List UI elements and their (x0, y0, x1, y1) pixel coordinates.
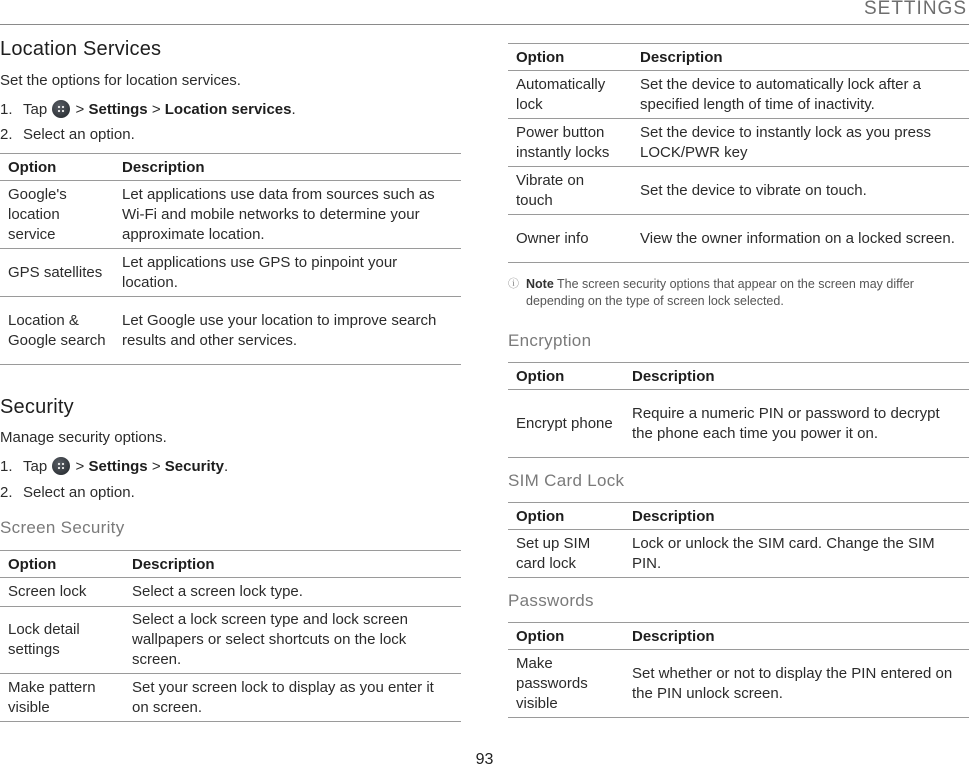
column-header-option: Option (0, 551, 124, 578)
table-row (0, 249, 461, 297)
column-header-option: Option (508, 503, 624, 530)
step-number: 2. (0, 484, 13, 501)
column-header-option: Option (508, 623, 624, 650)
option-cell: Screen lock (0, 578, 124, 607)
apps-icon (52, 100, 70, 118)
security-heading: Security (0, 396, 74, 418)
security-intro: Manage security options. (0, 429, 167, 446)
location-step-2 (0, 126, 135, 143)
option-cell: Google's location service (0, 181, 114, 249)
option-cell: Encrypt phone (508, 390, 624, 458)
security-step-2 (0, 484, 135, 501)
location-step-1 (0, 100, 296, 118)
table-row (508, 530, 969, 578)
section-title: SETTINGS (863, 0, 967, 19)
option-cell: GPS satellites (0, 249, 114, 297)
sim-card-lock-table (508, 502, 969, 578)
step-separator: > (75, 458, 85, 475)
step-separator: > (151, 101, 161, 118)
step-settings-label: Settings (88, 101, 148, 118)
step-period: . (223, 458, 229, 475)
header-divider (0, 24, 969, 25)
column-header-description: Description (624, 363, 969, 390)
option-cell: Make passwords visible (508, 650, 624, 718)
description-cell: Select a lock screen type and lock screen wallpapers or select shortcuts on the lock screen. (124, 607, 461, 674)
description-cell: Lock or unlock the SIM card. Change the SIM PIN. (624, 530, 969, 578)
description-cell: Set your screen lock to display as you enter it on screen. (124, 674, 461, 722)
note-text (526, 276, 956, 310)
table-header-row (0, 154, 461, 181)
step-tap-text: Tap (23, 101, 48, 118)
step-tap-text: Tap (23, 458, 48, 475)
table-row (0, 297, 461, 365)
column-header-option: Option (508, 44, 632, 71)
option-cell: Vibrate on touch (508, 167, 632, 215)
encryption-table (508, 362, 969, 458)
table-header-row (508, 363, 969, 390)
description-cell: Set whether or not to display the PIN entered on the PIN unlock screen. (624, 650, 969, 718)
option-cell: Owner info (508, 215, 632, 263)
option-cell: Set up SIM card lock (508, 530, 624, 578)
table-row (508, 71, 969, 119)
column-header-description: Description (624, 503, 969, 530)
note-block (508, 276, 963, 312)
note-body: The screen security options that appear on the screen may differ depending on the type of screen lock selected. (526, 277, 914, 308)
screen-security-heading: Screen Security (0, 518, 125, 537)
table-row (0, 578, 461, 607)
step-number: 1. (0, 458, 13, 475)
description-cell: Set the device to automatically lock after a specified length of time of inactivity. (632, 71, 969, 119)
description-cell: View the owner information on a locked screen. (632, 215, 969, 263)
table-header-row (508, 503, 969, 530)
column-header-description: Description (632, 44, 969, 71)
column-header-description: Description (114, 154, 461, 181)
description-cell: Let applications use GPS to pinpoint your location. (114, 249, 461, 297)
security-step-1 (0, 457, 228, 475)
description-cell: Let applications use data from sources such as Wi-Fi and mobile networks to determine your approximate location. (114, 181, 461, 249)
table-row (0, 607, 461, 674)
location-options-table (0, 153, 461, 365)
table-header-row (0, 551, 461, 578)
step-number: 2. (0, 126, 13, 143)
step-separator: > (75, 101, 85, 118)
table-row (508, 390, 969, 458)
column-header-option: Option (508, 363, 624, 390)
sim-card-lock-heading: SIM Card Lock (508, 471, 625, 490)
description-cell: Let Google use your location to improve search results and other services. (114, 297, 461, 365)
table-row (0, 674, 461, 722)
apps-icon (52, 457, 70, 475)
description-cell: Select a screen lock type. (124, 578, 461, 607)
step-text: Select an option. (23, 126, 135, 143)
option-cell: Location & Google search (0, 297, 114, 365)
column-header-description: Description (624, 623, 969, 650)
screen-security-table (0, 550, 461, 722)
step-target-label: Security (164, 458, 224, 475)
info-icon: ⓘ (508, 278, 519, 290)
table-row (508, 215, 969, 263)
option-cell: Lock detail settings (0, 607, 124, 674)
table-row (0, 181, 461, 249)
description-cell: Require a numeric PIN or password to decrypt the phone each time you power it on. (624, 390, 969, 458)
location-services-heading: Location Services (0, 38, 162, 60)
note-label: Note (526, 277, 554, 291)
encryption-heading: Encryption (508, 331, 592, 350)
location-intro: Set the options for location services. (0, 72, 241, 89)
passwords-table (508, 622, 969, 718)
step-period: . (291, 101, 296, 118)
description-cell: Set the device to vibrate on touch. (632, 167, 969, 215)
step-number: 1. (0, 101, 13, 118)
passwords-heading: Passwords (508, 591, 594, 610)
table-header-row (508, 623, 969, 650)
step-target-label: Location services (164, 101, 292, 118)
column-header-description: Description (124, 551, 461, 578)
table-header-row (508, 44, 969, 71)
option-cell: Make pattern visible (0, 674, 124, 722)
option-cell: Power button instantly locks (508, 119, 632, 167)
column-header-option: Option (0, 154, 114, 181)
option-cell: Automatically lock (508, 71, 632, 119)
step-text: Select an option. (23, 484, 135, 501)
screen-security-table-continued (508, 43, 969, 263)
table-row (508, 650, 969, 718)
description-cell: Set the device to instantly lock as you press LOCK/PWR key (632, 119, 969, 167)
page-number: 93 (475, 751, 494, 768)
table-row (508, 167, 969, 215)
table-row (508, 119, 969, 167)
step-settings-label: Settings (88, 458, 148, 475)
step-separator: > (151, 458, 161, 475)
